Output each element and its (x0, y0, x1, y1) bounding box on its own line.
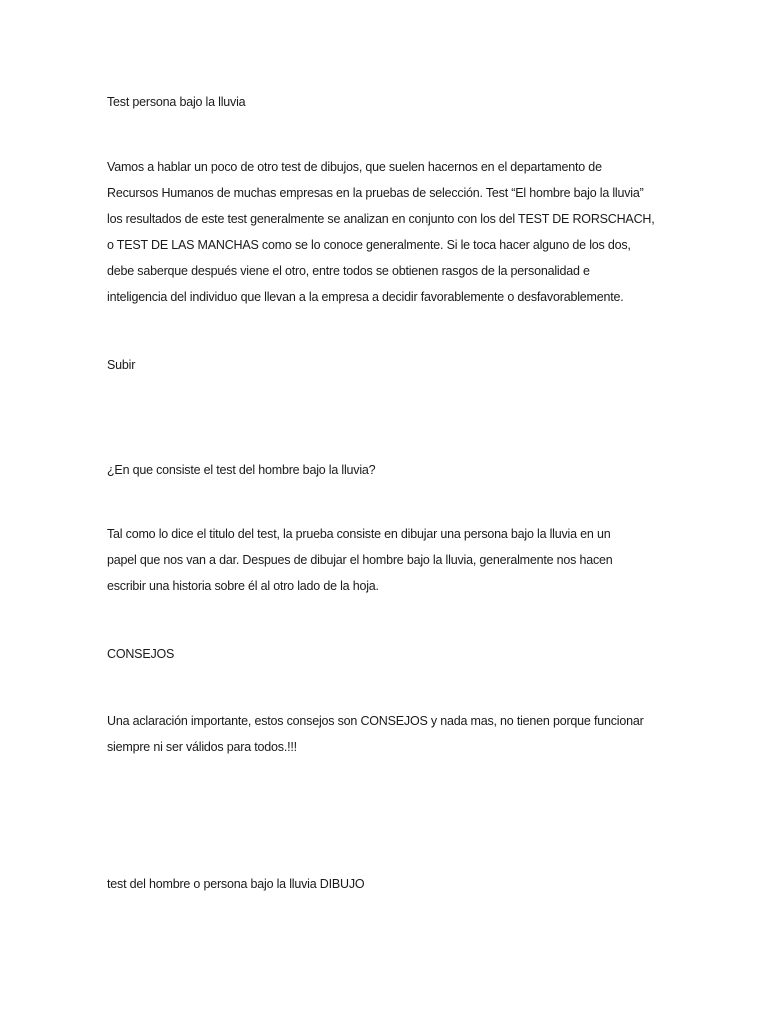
consejos-line: siempre ni ser válidos para todos.!!! (107, 740, 297, 754)
answer-line: papel que nos van a dar. Despues de dibujar el hombre bajo la lluvia, generalmente nos hacen (107, 553, 613, 567)
intro-line: inteligencia del individuo que llevan a la empresa a decidir favorablemente o desfavorablemente. (107, 290, 624, 304)
question-heading: ¿En que consiste el test del hombre bajo la lluvia? (107, 463, 376, 477)
intro-line: o TEST DE LAS MANCHAS como se lo conoce generalmente. Si le toca hacer alguno de los dos, (107, 238, 631, 252)
answer-line: Tal como lo dice el titulo del test, la prueba consiste en dibujar una persona bajo la lluvia en un (107, 527, 611, 541)
intro-line: los resultados de este test generalmente se analizan en conjunto con los del TEST DE RORSCHACH, (107, 212, 655, 226)
subir-link[interactable]: Subir (107, 358, 136, 372)
document-title: Test persona bajo la lluvia (107, 95, 246, 109)
dibujo-heading: test del hombre o persona bajo la lluvia DIBUJO (107, 877, 365, 891)
consejos-heading: CONSEJOS (107, 647, 175, 661)
consejos-line: Una aclaración importante, estos consejos son CONSEJOS y nada mas, no tienen porque funcionar (107, 714, 644, 728)
answer-line: escribir una historia sobre él al otro lado de la hoja. (107, 579, 379, 593)
intro-line: debe saberque después viene el otro, entre todos se obtienen rasgos de la personalidad e (107, 264, 590, 278)
intro-line: Recursos Humanos de muchas empresas en la pruebas de selección. Test “El hombre bajo la lluvia” (107, 186, 644, 200)
intro-line: Vamos a hablar un poco de otro test de dibujos, que suelen hacernos en el departamento de (107, 160, 602, 174)
